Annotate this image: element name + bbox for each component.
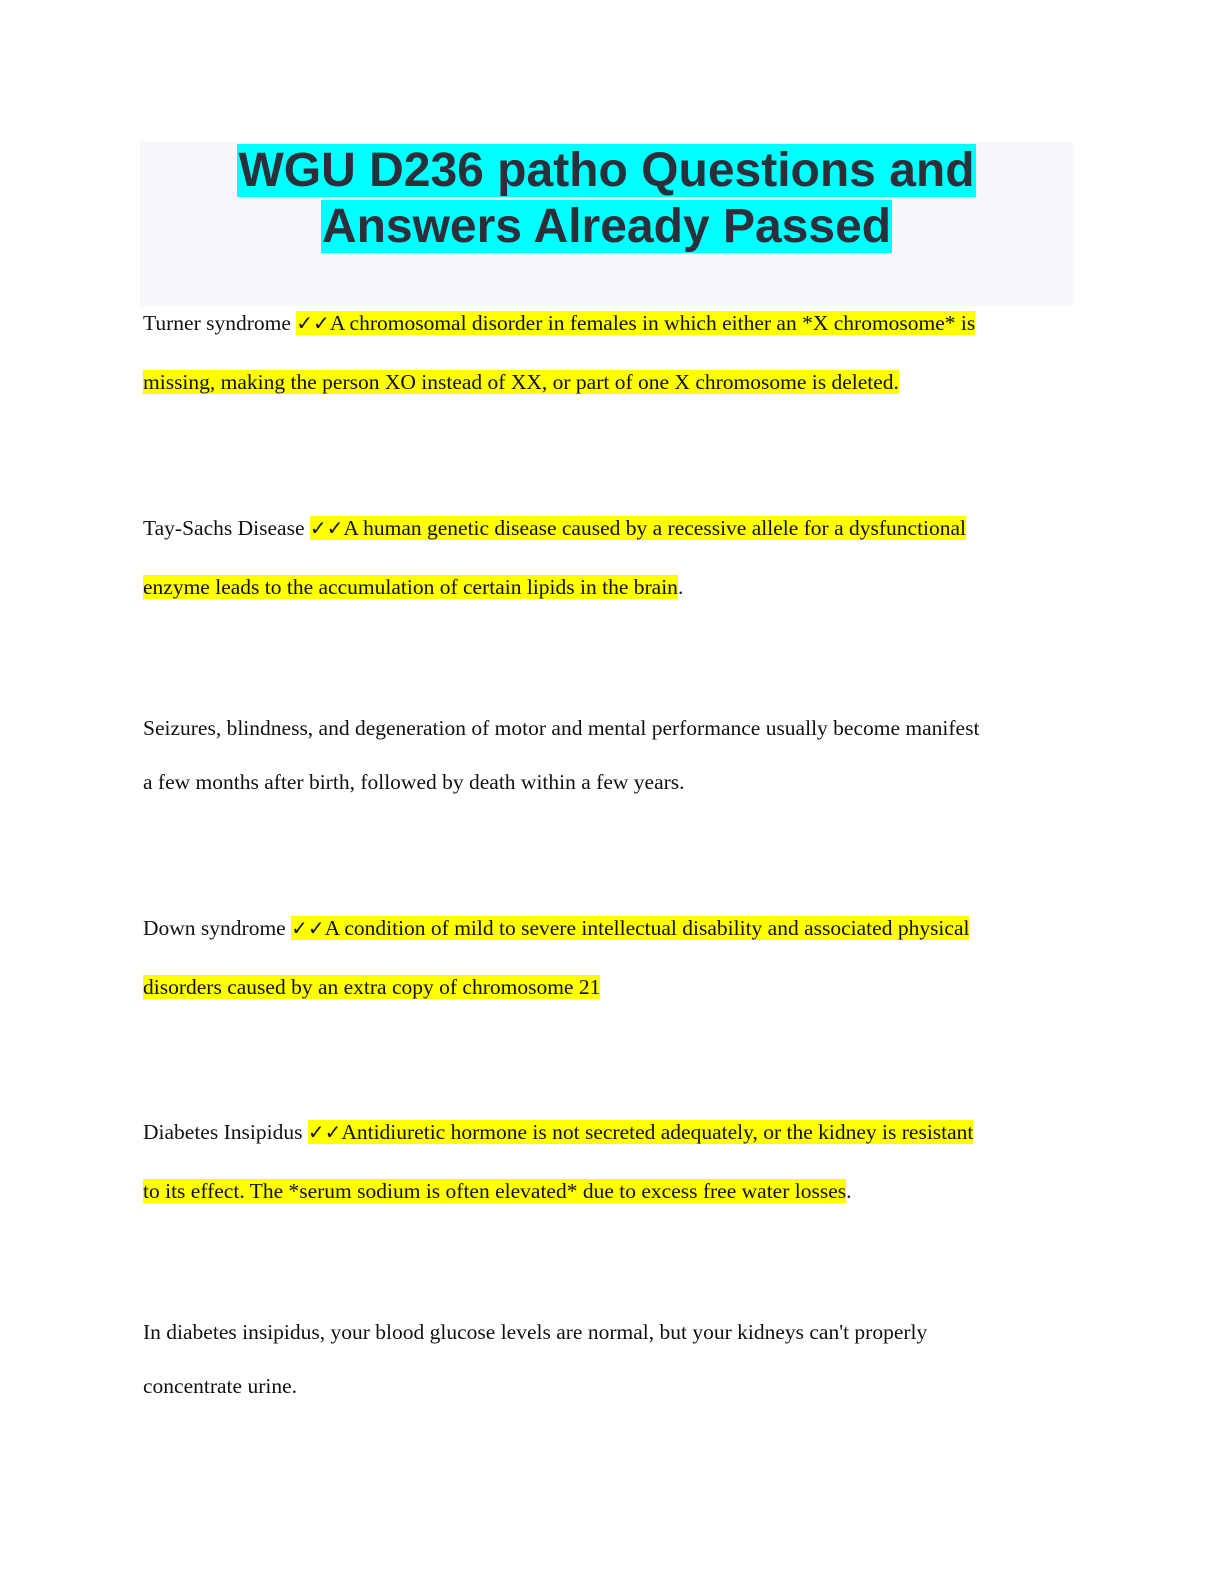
entry-tay-sachs-disease <box>143 513 1083 602</box>
paragraph-seizures <box>143 713 1083 797</box>
entry-down-syndrome <box>143 913 1083 1002</box>
paragraph-diabetes-note <box>143 1317 1083 1401</box>
double-check-icon: ✓✓ <box>307 1120 342 1144</box>
answer-highlight: disorders caused by an extra copy of chromosome 21 <box>143 975 601 999</box>
entry-turner-syndrome <box>143 308 1083 397</box>
entry-line <box>143 367 1083 397</box>
title-line-1: WGU D236 patho Questions and <box>238 144 975 197</box>
answer-highlight: to its effect. The *serum sodium is often elevated* due to excess free water losses <box>143 1179 847 1203</box>
paragraph-line: In diabetes insipidus, your blood glucose levels are normal, but your kidneys can't properly <box>143 1320 928 1344</box>
entry-diabetes-insipidus <box>143 1117 1083 1206</box>
double-check-icon: ✓✓ <box>296 311 330 335</box>
answer-highlight: ✓✓A human genetic disease caused by a recessive allele for a dysfunctional <box>309 516 967 540</box>
title-line-2: Answers Already Passed <box>321 200 892 253</box>
title-banner <box>140 141 1073 306</box>
answer-highlight: missing, making the person XO instead of XX, or part of one X chromosome is deleted. <box>143 370 899 394</box>
answer-highlight: ✓✓Antidiuretic hormone is not secreted adequately, or the kidney is resistant <box>307 1120 974 1144</box>
answer-highlight: ✓✓A chromosomal disorder in females in which either an *X chromosome* is <box>296 311 976 335</box>
double-check-icon: ✓✓ <box>291 916 325 940</box>
entry-line: enzyme leads to the accumulation of certain lipids in the brain. <box>143 575 684 599</box>
entry-line <box>143 1117 1083 1147</box>
answer-highlight: ✓✓A condition of mild to severe intellectual disability and associated physical <box>291 916 970 940</box>
entry-line <box>143 308 1083 338</box>
entry-term: Diabetes Insipidus <box>143 1120 308 1144</box>
double-check-icon: ✓✓ <box>309 516 344 540</box>
paragraph-line: concentrate urine. <box>143 1374 297 1398</box>
entry-line <box>143 513 1083 543</box>
entry-line <box>143 913 1083 943</box>
answer-highlight: enzyme leads to the accumulation of certain lipids in the brain <box>143 575 678 599</box>
entry-term: Turner syndrome <box>143 311 297 335</box>
entry-line: to its effect. The *serum sodium is often elevated* due to excess free water losses. <box>143 1179 852 1203</box>
entry-line <box>143 972 1083 1002</box>
paragraph-line: a few months after birth, followed by death within a few years. <box>143 770 685 794</box>
paragraph-line: Seizures, blindness, and degeneration of motor and mental performance usually become manifest <box>143 716 980 740</box>
entry-term: Down syndrome <box>143 916 292 940</box>
entry-term: Tay-Sachs Disease <box>143 516 310 540</box>
